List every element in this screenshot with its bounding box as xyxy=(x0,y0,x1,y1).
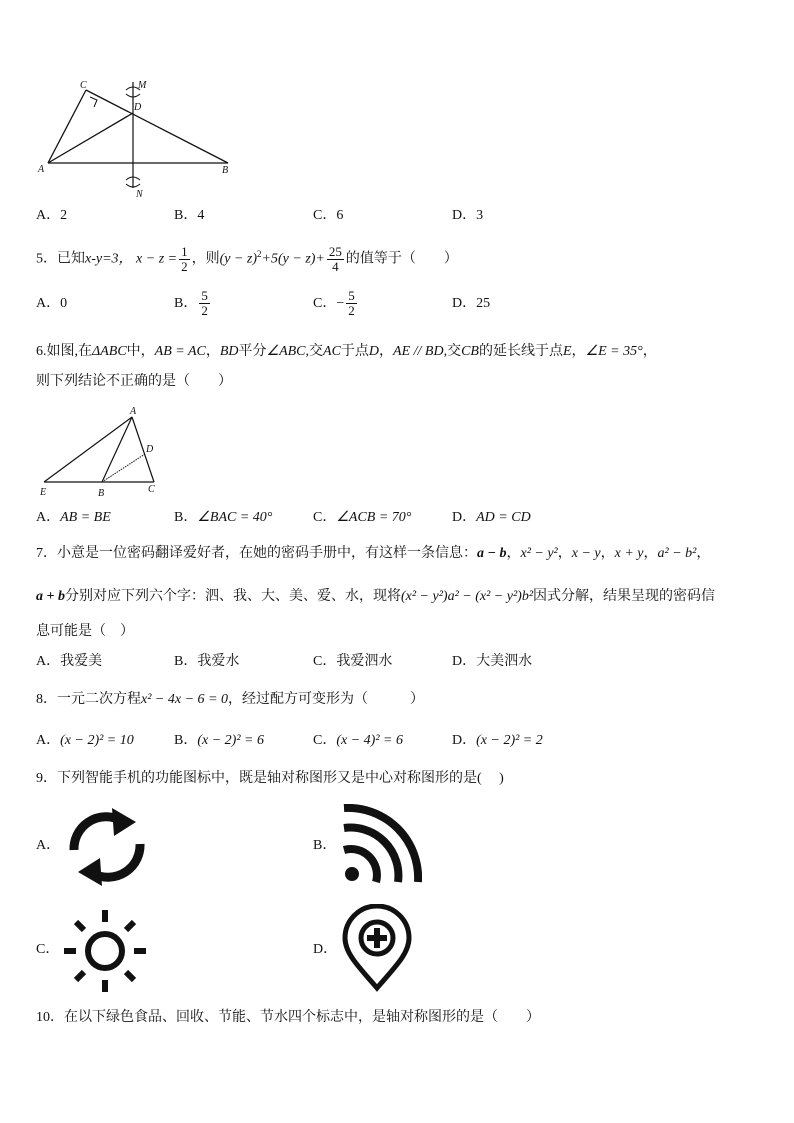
q8-option-a[interactable]: A．(x − 2)² = 10 xyxy=(36,733,134,748)
q9-option-a-label[interactable]: A． xyxy=(36,838,61,853)
q5-option-a[interactable]: A．0 xyxy=(36,296,68,311)
label-M: M xyxy=(138,80,147,91)
q7-option-b[interactable]: B．我爱水 xyxy=(174,654,240,669)
label-D: D xyxy=(146,444,154,455)
question-5: 5．已知x-y=3， x − z = $\frac{1}{2}$ ，则$(y - z)^2+5(y - z)+$ $\frac{25}{4}$ 的值等于（ ） xyxy=(36,243,458,274)
question-7-line-3: 息可能是（ ） xyxy=(36,624,134,639)
q8-option-b[interactable]: B．(x − 2)² = 6 xyxy=(174,733,264,748)
q6-option-b[interactable]: B．∠BAC = 40° xyxy=(174,510,273,525)
q6-option-a[interactable]: A．AB = BE xyxy=(36,510,111,525)
q7-option-a[interactable]: A．我爱美 xyxy=(36,654,103,669)
fraction-1-2: $\frac{1}{2}$ xyxy=(181,243,188,274)
q5-option-b[interactable]: B． $\frac{5}{2}$ xyxy=(174,288,208,319)
q9-option-c-label[interactable]: C． xyxy=(36,942,60,957)
question-7-line-2: a + b分别对应下列六个字：泗、我、大、美、爱、水，现将(x² − y²)a² − (x² − y²)b²因式分解，结果呈现的密码信 xyxy=(36,589,716,604)
q6-option-d[interactable]: D．AD = CD xyxy=(452,510,531,525)
fraction-25-4: $\frac{25}{4}$ xyxy=(328,243,342,274)
refresh-icon[interactable] xyxy=(62,806,152,888)
question-9: 9．下列智能手机的功能图标中，既是轴对称图形又是中心对称图形的是( ) xyxy=(36,771,504,786)
question-7-line-1: 7．小意是一位密码翻译爱好者，在她的密码手册中，有这样一条信息：a − b，x² − y²，x − y，x + y，a² − b²， xyxy=(36,546,711,561)
label-A: A xyxy=(130,406,137,417)
q6-option-c[interactable]: C．∠ACB = 70° xyxy=(313,510,412,525)
label-E: E xyxy=(40,487,47,498)
q4-option-c[interactable]: C．6 xyxy=(313,208,344,223)
question-10: 10．在以下绿色食品、回收、节能、节水四个标志中，是轴对称图形的是（ ） xyxy=(36,1010,540,1025)
q9-option-b-label[interactable]: B． xyxy=(313,838,337,853)
q6-triangle-diagram xyxy=(36,402,172,502)
question-6-line-1: 6.如图,在ΔABC中，AB = AC，BD平分∠ABC,交AC于点D，AE // BD,交CB的延长线于点E，∠E = 35°， xyxy=(36,344,657,359)
q8-option-d[interactable]: D．(x − 2)² = 2 xyxy=(452,733,543,748)
label-B: B xyxy=(98,488,105,499)
q9-option-d-label[interactable]: D． xyxy=(313,942,338,957)
sun-brightness-icon[interactable] xyxy=(60,906,150,996)
label-C: C xyxy=(80,80,87,91)
q4-figure xyxy=(36,76,236,202)
q4-option-b[interactable]: B．4 xyxy=(174,208,205,223)
q5-option-c[interactable]: C．− $\frac{5}{2}$ xyxy=(313,288,355,319)
label-N: N xyxy=(136,189,143,200)
label-A: A xyxy=(38,164,45,175)
q7-option-d[interactable]: D．大美泗水 xyxy=(452,654,533,669)
q4-option-a[interactable]: A．2 xyxy=(36,208,68,223)
label-D: D xyxy=(134,102,142,113)
q5-option-d[interactable]: D．25 xyxy=(452,296,491,311)
q4-triangle-diagram xyxy=(36,76,236,202)
label-B: B xyxy=(222,165,229,176)
q8-option-c[interactable]: C．(x − 4)² = 6 xyxy=(313,733,403,748)
wifi-signal-icon[interactable] xyxy=(340,804,422,886)
q6-figure xyxy=(36,402,172,502)
question-8: 8．一元二次方程x² − 4x − 6 = 0，经过配方可变形为（ ） xyxy=(36,692,424,707)
label-C: C xyxy=(148,484,155,495)
q4-option-d[interactable]: D．3 xyxy=(452,208,484,223)
add-location-pin-icon[interactable] xyxy=(340,904,414,992)
question-6-line-2: 则下列结论不正确的是（ ） xyxy=(36,374,232,389)
q7-option-c[interactable]: C．我爱泗水 xyxy=(313,654,393,669)
